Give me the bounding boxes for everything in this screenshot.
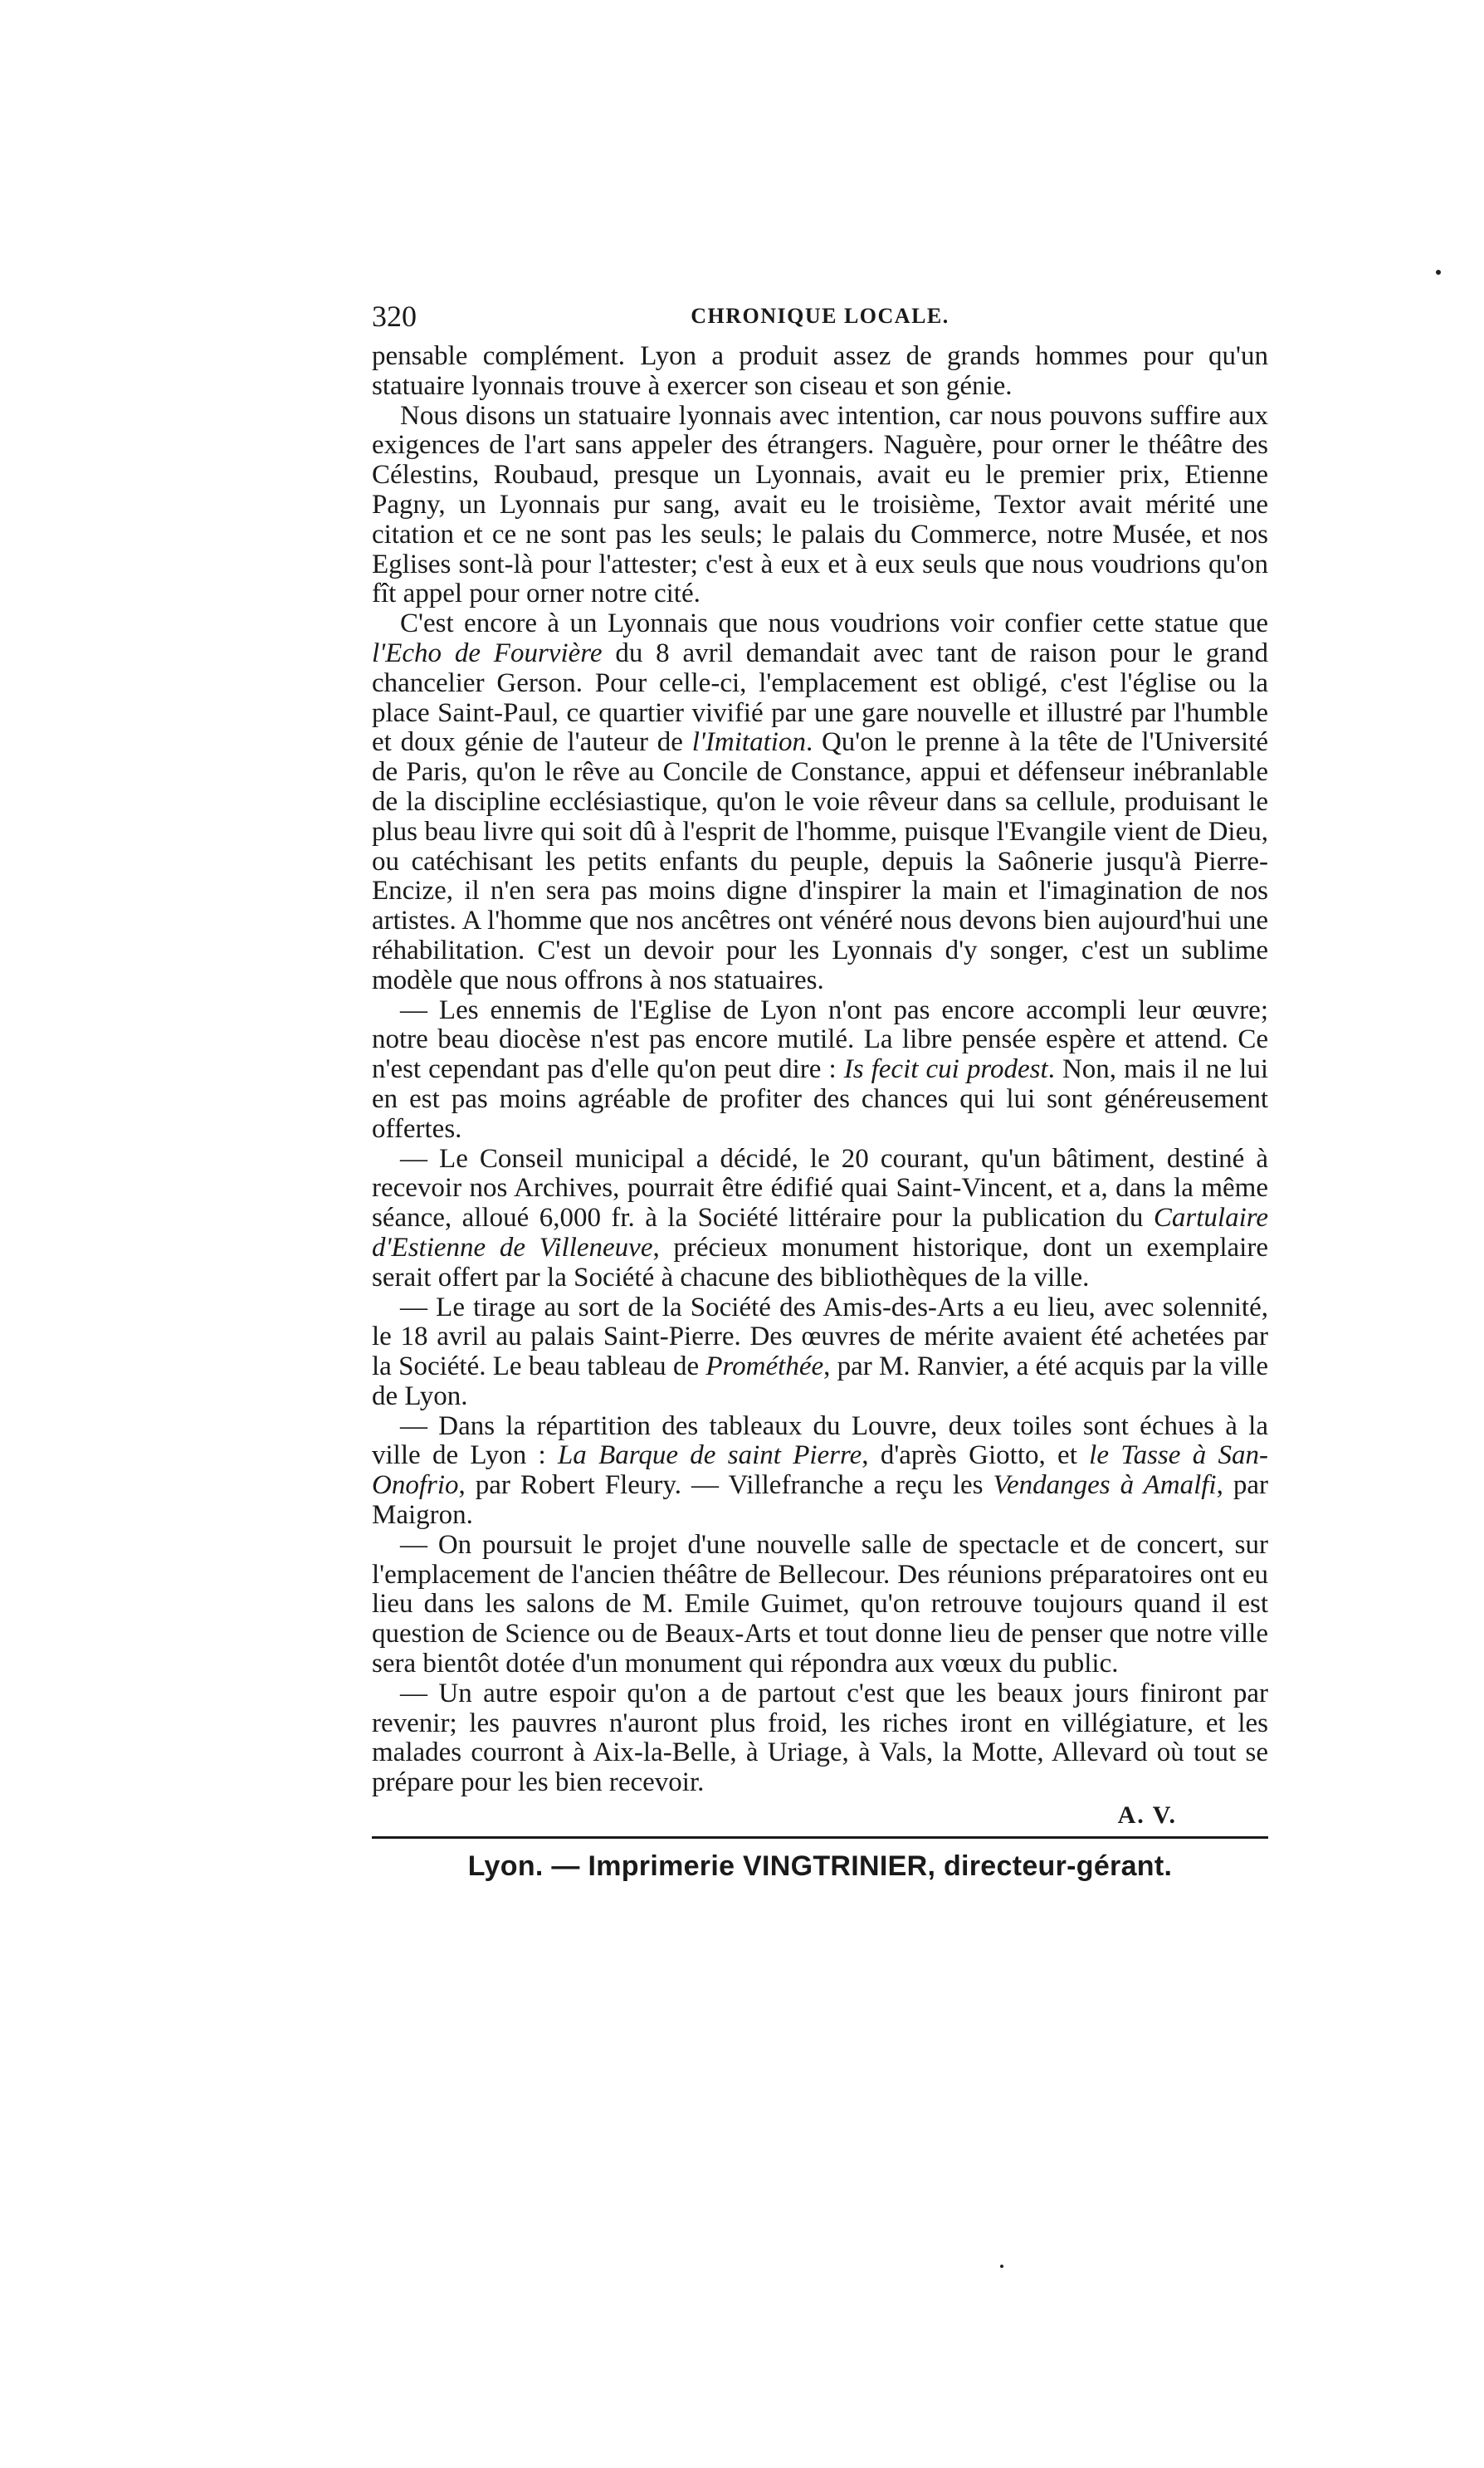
paragraph: — On poursuit le projet d'une nouvelle salle de spectacle et de concert, sur l'emplacement de l'ancien théâtre de Bellecour. Des réunions préparatoires ont eu lieu dans les salons de M. Emile Guimet, qu'on retrouve toujours quand il est question de Science ou de Beaux-Arts et tout donne lieu de penser que notre ville sera bientôt dotée d'un monument qui répondra aux vœux du public. bbox=[372, 1529, 1268, 1679]
text-run: — Dans la répartition des tableaux du Louvre, deux toiles sont échues à la ville de Lyon : bbox=[372, 1410, 1268, 1471]
italic-title: Cartulaire d'Estienne de Villeneuve bbox=[372, 1203, 1268, 1263]
text-run: , par M. Ranvier, a été acquis par la ville de Lyon. bbox=[372, 1351, 1268, 1411]
page-header bbox=[372, 299, 1268, 342]
page bbox=[372, 299, 1268, 1883]
footer-rule bbox=[372, 1836, 1268, 1839]
italic-title: le Tasse à San-Onofrio bbox=[372, 1440, 1268, 1501]
running-head: CHRONIQUE LOCALE. bbox=[691, 304, 949, 328]
italic-quote: Is fecit cui prodest bbox=[843, 1054, 1048, 1085]
italic-title: La Barque de saint Pierre bbox=[557, 1440, 862, 1471]
text-run: C'est encore à un Lyonnais que nous voudrions voir confier cette statue que bbox=[400, 608, 1268, 639]
text-run: du 8 avril demandait avec tant de raison pour le grand chancelier Gerson. Pour celle-ci, l'emplacement est obligé, c'est l'église ou la place Saint-Paul, ce quartier vivifié par une gare nouvelle et illustré par l'humble et doux génie de l'auteur de bbox=[372, 638, 1268, 758]
italic-title: l'Echo de Fourvière bbox=[372, 638, 603, 668]
print-speck bbox=[1000, 2265, 1003, 2268]
text-run: . Qu'on le prenne à la tête de l'Université de Paris, qu'on le rêve au Concile de Constance, appui et défenseur inébranlable de la discipline ecclésiastique, qu'on le voie rêveur dans sa cellule, produisant le plus beau livre qui soit dû à l'esprit de l'homme, puisque l'Evangile vient de Dieu, ou catéchisant les petits enfants du peuple, depuis la Saônerie jusqu'à Pierre-Encize, il n'en sera pas moins digne d'inspirer la main et l'imagination de nos artistes. A l'homme que nos ancêtres ont vénéré nous devons bien aujourd'hui une réhabilitation. C'est un devoir pour les Lyonnais d'y songer, c'est un sublime modèle que nous offrons à nos statuaires. bbox=[372, 727, 1268, 995]
print-speck bbox=[1436, 270, 1441, 275]
article-body bbox=[372, 342, 1268, 1798]
paragraph: Nous disons un statuaire lyonnais avec intention, car nous pouvons suffire aux exigences de l'art sans appeler des étrangers. Naguère, pour orner le théâtre des Célestins, Roubaud, presque un Lyonnais, avait eu le premier prix, Etienne Pagny, un Lyonnais pur sang, avait eu le troisième, Textor avait mérité une citation et ce ne sont pas les seuls; le palais du Commerce, notre Musée, et nos Eglises sont-là pour l'attester; c'est à eux et à eux seuls que nous voudrions qu'on fît appel pour orner notre cité. bbox=[372, 400, 1268, 609]
text-run: , par Robert Fleury. — Villefranche a reçu les bbox=[458, 1470, 993, 1501]
text-run: . Non, mais il ne lui en est pas moins agréable de profiter des chances qui lui sont généreusement offertes. bbox=[372, 1054, 1268, 1144]
italic-title: Prométhée bbox=[705, 1351, 824, 1382]
italic-title: Vendanges à Amalfi bbox=[993, 1470, 1217, 1501]
paragraph bbox=[372, 1293, 1268, 1412]
paragraph bbox=[372, 609, 1268, 995]
author-signature: A. V. bbox=[1117, 1801, 1177, 1830]
printer-imprint: Lyon. — Imprimerie VINGTRINIER, directeur-gérant. bbox=[467, 1850, 1173, 1883]
paragraph: — Un autre espoir qu'on a de partout c'est que les beaux jours finiront par revenir; les pauvres n'auront plus froid, les riches iront en villégiature, et les malades courront à Aix-la-Belle, à Uriage, à Vals, la Motte, Allevard où tout se prépare pour les bien recevoir. bbox=[372, 1678, 1268, 1798]
paragraph: pensable complément. Lyon a produit assez de grands hommes pour qu'un statuaire lyonnais trouve à exercer son ciseau et son génie. bbox=[372, 341, 1268, 401]
paragraph bbox=[372, 1145, 1268, 1293]
text-run: , d'après Giotto, et bbox=[862, 1440, 1090, 1471]
paragraph bbox=[372, 996, 1268, 1145]
text-run: , par Maigron. bbox=[372, 1470, 1268, 1531]
paragraph bbox=[372, 1412, 1268, 1531]
text-run: — Les ennemis de l'Eglise de Lyon n'ont pas encore accompli leur œuvre; notre beau diocèse n'est pas encore mutilé. La libre pensée espère et attend. Ce n'est cependant pas d'elle qu'on peut dire : bbox=[372, 995, 1268, 1085]
page-number: 320 bbox=[372, 300, 417, 333]
text-run: , précieux monument historique, dont un exemplaire serait offert par la Société à chacune des bibliothèques de la ville. bbox=[372, 1232, 1268, 1293]
text-run: — Le Conseil municipal a décidé, le 20 courant, qu'un bâtiment, destiné à recevoir nos Archives, pourrait être édifié quai Saint-Vincent, et a, dans la même séance, alloué 6,000 fr. à la Société littéraire pour la publication du bbox=[372, 1143, 1268, 1234]
italic-title: l'Imitation bbox=[691, 727, 806, 758]
text-run: — Le tirage au sort de la Société des Amis-des-Arts a eu lieu, avec solennité, le 18 avril au palais Saint-Pierre. Des œuvres de mérite avaient été achetées par la Société. Le beau tableau de bbox=[372, 1292, 1268, 1382]
